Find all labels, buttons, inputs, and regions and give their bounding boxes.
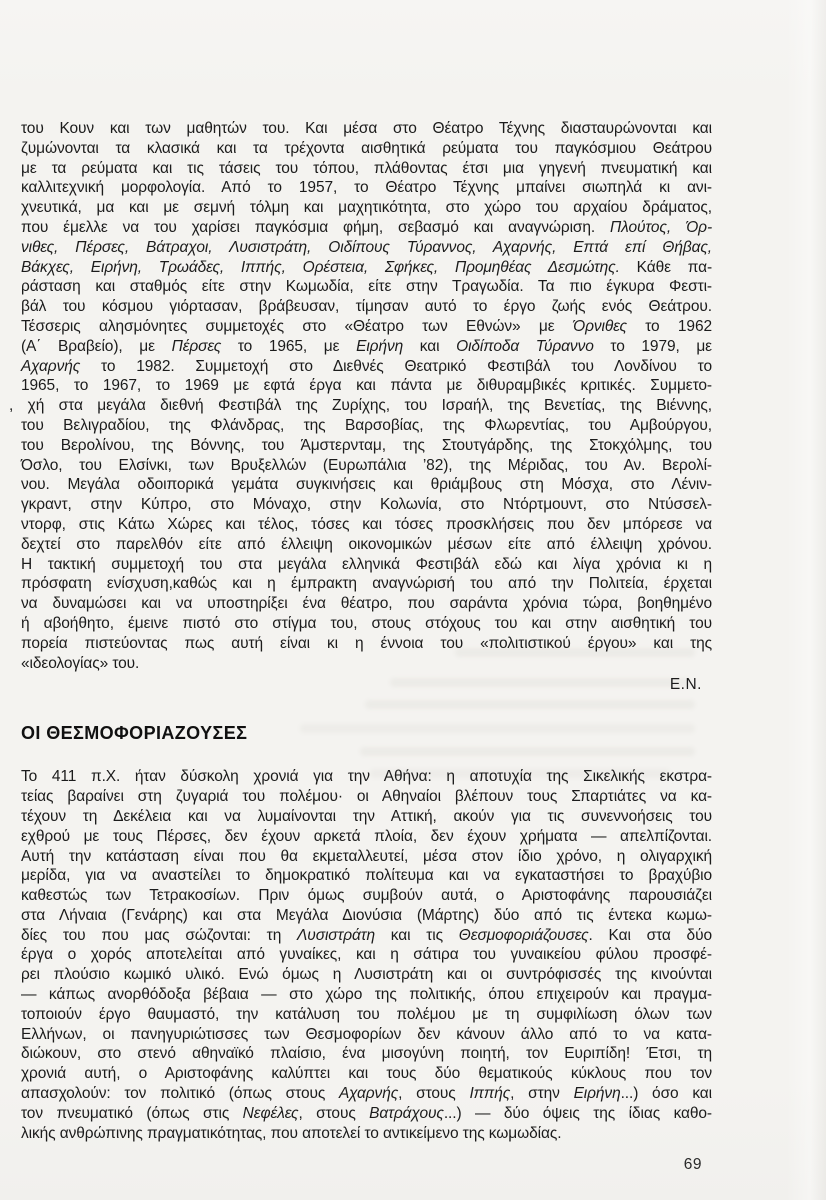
text-segment: δίες του που μας σώζονται: τη	[21, 926, 298, 944]
text-line	[9, 396, 712, 416]
text-segment: 1965, το 1967, το 1969 με εφτά έργα και πάντα με διθυραμβικές κριτικές. Συμμετο-	[21, 377, 712, 395]
text-line	[21, 238, 712, 258]
text-segment: ...) όσο και	[620, 1085, 712, 1103]
text-line	[21, 1044, 712, 1064]
author-initials: Ε.Ν.	[669, 676, 702, 694]
text-segment: Όρνιθες	[572, 317, 627, 335]
text-line	[21, 258, 712, 278]
text-segment: Ελλήνων, οι πανηγυριώτισσες των Θεσμοφορίων δεν κάνουν άλλο από το να κατα-	[21, 1025, 712, 1043]
text-segment: απασχολούν: τον πολιτικό (όπως στους	[21, 1085, 339, 1103]
text-line	[21, 297, 712, 317]
text-segment: χνευτικά, μα και με σεμνή τόλμη και μαχητικότητα, στο χώρο του αρχαίου δράματος,	[21, 199, 712, 217]
text-line	[21, 886, 712, 906]
text-line	[21, 866, 712, 886]
text-segment: , χή στα μεγάλα διεθνή Φεστιβάλ της Ζυρίχης, του Ισραήλ, της Βενετίας, της Βιέννης,	[9, 397, 712, 415]
text-line	[21, 847, 712, 867]
text-line	[21, 1084, 712, 1104]
text-segment: και	[403, 337, 457, 355]
text-segment: Βατράχους	[369, 1104, 444, 1122]
text-line	[21, 574, 712, 594]
text-line	[21, 985, 712, 1005]
text-segment: Νεφέλες	[242, 1104, 299, 1122]
text-segment: τείας βαραίνει στη ζυγαριά του πολέμου· οι Αθηναίοι βλέπουν τους Σπαρτιάτες να κα-	[21, 788, 712, 806]
text-line	[21, 515, 712, 535]
text-line	[21, 767, 712, 787]
text-segment: Αχαρνής	[21, 357, 81, 375]
text-line	[21, 456, 712, 476]
text-line	[21, 159, 712, 179]
text-segment: , στους	[298, 1104, 370, 1122]
text-segment: — κάπως ανορθόδοξα βέβαια — στο χώρο της πολιτικής, όπου επιχειρούν και πραγμα-	[21, 986, 712, 1004]
paragraph-theatro-technis	[9, 119, 713, 673]
text-line	[21, 357, 712, 377]
text-segment: Αχαρνής	[338, 1085, 399, 1103]
text-segment: νου. Μεγάλα οδοιπορικά γεμάτα συγκινήσεις και θριάμβους στη Μόσχα, στο Λένιν-	[21, 476, 712, 494]
text-segment: με τα ρεύματα και τις τάσεις του τόπου, πλάθοντας έτσι μια γηγενή πνευματική και	[21, 159, 712, 177]
text-line	[21, 945, 712, 965]
text-line	[21, 1104, 712, 1124]
text-segment: λικής ανθρώπινης πραγματικότητας, που αποτελεί το αντικείμενο της κωμωδίας.	[21, 1124, 562, 1142]
text-segment: καλλιτεχνική μορφολογία. Από το 1957, το Θέατρο Τέχνης μπαίνει σιωπηλά κι ανι-	[21, 179, 712, 197]
text-segment: νιθες, Πέρσες, Βάτραχοι, Λυσιστράτη, Οιδίπους Τύραννος, Αχαρνής, Επτά επί Θήβας,	[21, 238, 712, 256]
text-segment: Βάκχες, Ειρήνη, Τρωάδες, Ιππής, Ορέστεια, Σφήκες, Προμηθέας Δεσμώτης.	[21, 258, 620, 276]
text-segment: (Α΄ Βραβείο), με	[21, 337, 172, 355]
text-segment: το 1962	[626, 317, 712, 335]
text-segment: που έμελλε να του χαρίσει παγκόσμια φήμη, σεβασμό και αναγνώριση.	[21, 218, 611, 236]
text-segment: Ειρήνη	[573, 1085, 621, 1103]
text-segment: Ειρήνη	[356, 337, 404, 355]
text-line	[21, 594, 712, 614]
text-segment: Λυσιστράτη	[297, 926, 375, 944]
text-segment: Ιππής	[469, 1085, 511, 1103]
text-line	[21, 317, 712, 337]
text-line	[21, 1064, 712, 1084]
paragraph-thesmophoriazousai	[21, 767, 712, 1143]
text-segment: πρόσφατη ενίσχυση,καθώς και η έμπρακτη αναγνώρισή του από την Πολιτεία, έρχεται	[21, 575, 712, 593]
text-line	[21, 654, 712, 674]
text-segment: Θεσμοφοριάζουσες	[458, 926, 589, 944]
text-segment: διώκουν, στο στενό αθηναϊκό πλαίσιο, ένα μισογύνη ποιητή, τον Ευριπίδη! Έτσι, τη	[21, 1045, 712, 1063]
text-segment: στα Λήναια (Γενάρης) και στα Μεγάλα Διονύσια (Μάρτης) δύο από τις έντεκα κωμω-	[21, 906, 712, 924]
text-segment: ντορφ, στις Κάτω Χώρες και τέλος, τόσες και τόσες προσκλήσεις που δεν μπόρεσε να	[21, 515, 712, 533]
text-line	[21, 926, 712, 946]
text-line	[21, 634, 712, 654]
text-line	[21, 965, 712, 985]
text-segment: τον πνευματικό (όπως στις	[21, 1104, 243, 1122]
text-segment: έργα ο χορός αποτελείται από γυναίκες, και η σάτιρα του γυναικείου φύλου προσφέ-	[21, 946, 712, 964]
text-line	[21, 1005, 712, 1025]
text-line	[21, 614, 712, 634]
text-segment: ρει πλούσιο κωμικό υλικό. Ενώ όμως η Λυσιστράτη και οι συντρόφισσές της κινούνται	[21, 966, 712, 984]
page-number: 69	[683, 1156, 702, 1173]
text-segment: το 1982. Συμμετοχή στο Διεθνές Θεατρικό Φεστιβάλ του Λονδίνου το	[80, 357, 712, 375]
text-line	[21, 139, 712, 159]
text-line	[21, 807, 712, 827]
text-line	[21, 555, 712, 575]
text-segment: και τις	[374, 926, 459, 944]
text-line	[21, 535, 712, 555]
text-segment: , στους	[398, 1085, 470, 1103]
text-line	[21, 198, 712, 218]
text-segment: του Βερολίνου, της Βόννης, του Άμστερνταμ, της Στουτγάρδης, της Στοκχόλμης, του	[21, 436, 712, 454]
text-segment: ή αβοήθητο, έμεινε πιστό στο στίγμα του, στους στόχους του και στην αισθητική του	[21, 614, 712, 632]
text-line	[21, 119, 712, 139]
text-segment: Η τακτική συμμετοχή του στα μεγάλα ελληνικά Φεστιβάλ εδώ και λίγα χρόνια κι η	[21, 555, 712, 573]
text-segment: το 1979, με	[593, 337, 712, 355]
text-segment: ...) — δύο όψεις της ίδιας καθο-	[443, 1104, 712, 1122]
text-segment: τέχουν τη Δεκέλεια και να λυμαίνονται την Αττική, ακούν για τις συνεννοήσεις του	[21, 807, 712, 825]
text-line	[21, 416, 712, 436]
text-line	[21, 376, 712, 396]
text-segment: του Βελιγραδίου, της Φλάνδρας, της Βαρσοβίας, της Φλωρεντίας, του Αμβούργου,	[21, 416, 712, 434]
text-segment: μερίδα, για να αναστείλει το δημοκρατικό πολίτευμα και να εγκαταστήσει το βραχύβιο	[21, 867, 712, 885]
text-segment: «ιδεολογίας» του.	[21, 654, 140, 672]
text-segment: καθεστώς των Τετρακοσίων. Πριν όμως συμβούν αυτά, ο Αριστοφάνης παρουσιάζει	[21, 887, 712, 905]
text-segment: το 1965, με	[221, 337, 357, 355]
text-segment: Πλούτος, Όρ-	[610, 218, 713, 236]
text-line	[21, 495, 712, 515]
text-segment: Αυτή την κατάσταση είναι που θα εκμεταλλευτεί, μέσα στον ίδιο χρόνο, η ολιγαρχική	[21, 847, 712, 865]
text-segment: τοποιούν έργο θαυμαστό, την κατάλυση του πολέμου με τη συμφιλίωση όλων των	[21, 1005, 712, 1023]
text-line	[21, 436, 712, 456]
text-line	[21, 787, 712, 807]
text-line	[21, 218, 712, 238]
text-line	[21, 906, 712, 926]
text-line	[21, 475, 712, 495]
text-segment: να δυναμώσει και να υποστηρίξει ένα θέατρο, που σαράντα χρόνια τώρα, βοηθημένο	[21, 595, 712, 613]
text-segment: Κάθε πα-	[619, 258, 713, 276]
text-segment: ράσταση και σταθμός είτε στην Κωμωδία, είτε στην Τραγωδία. Τα πιο έγκυρα Φεστι-	[21, 278, 712, 296]
text-segment: χρονιά αυτή, ο Αριστοφάνης καλύπτει και τους δύο θεματικούς κύκλους που τον	[21, 1065, 712, 1083]
text-segment: γκραντ, στην Κύπρο, στο Μόναχο, στην Κολωνία, στο Ντόρτμουντ, στο Ντύσσελ-	[21, 496, 712, 514]
text-line	[21, 827, 712, 847]
text-segment: εχθρού με τους Πέρσες, δεν έχουν αρκετά πλοία, δεν έχουν χρήματα — απελπίζονται.	[21, 827, 712, 845]
text-segment: ζυμώνονται τα κλασικά και τα τρέχοντα αισθητικά ρεύματα του παγκόσμιου Θεάτρου	[21, 139, 712, 157]
text-segment: πορεία πιστεύοντας πως αυτή είναι κι η έννοια του «πολιτιστικού έργου» και της	[21, 634, 712, 652]
text-segment: του Κουν και των μαθητών του. Και μέσα στο Θέατρο Τέχνης διασταυρώνονται και	[21, 120, 712, 137]
text-segment: Το 411 π.Χ. ήταν δύσκολη χρονιά για την Αθήνα: η αποτυχία της Σικελικής εκστρα-	[21, 768, 712, 786]
text-line	[21, 1025, 712, 1045]
text-segment: Οιδίποδα Τύραννο	[456, 337, 594, 355]
text-segment: Πέρσες	[171, 337, 222, 355]
text-line	[21, 1124, 712, 1144]
text-segment: , στην	[510, 1085, 574, 1103]
text-segment: βάλ του κόσμου γιόρτασαν, βράβευσαν, τίμησαν αυτό το έργο ζωής ενός Θεάτρου.	[21, 298, 712, 316]
text-line	[21, 178, 712, 198]
text-segment: δεχτεί στο παρελθόν είτε από έλλειψη οικονομικών μέσων είτε από έλλειψη χρόνου.	[21, 535, 712, 553]
text-segment: . Και στα δύο	[588, 926, 712, 944]
text-line	[21, 277, 712, 297]
text-line	[21, 337, 712, 357]
text-column	[9, 119, 713, 1143]
text-segment: Όσλο, του Ελσίνκι, των Βρυξελλών (Ευρωπάλια ’82), της Μέριδας, του Αν. Βερολί-	[21, 456, 712, 474]
text-segment: Τέσσερις αλησμόνητες συμμετοχές στο «Θέατρο των Εθνών» με	[21, 317, 573, 335]
section-heading: ΟΙ ΘΕΣΜΟΦΟΡΙΑΖΟΥΣΕΣ	[21, 723, 248, 744]
